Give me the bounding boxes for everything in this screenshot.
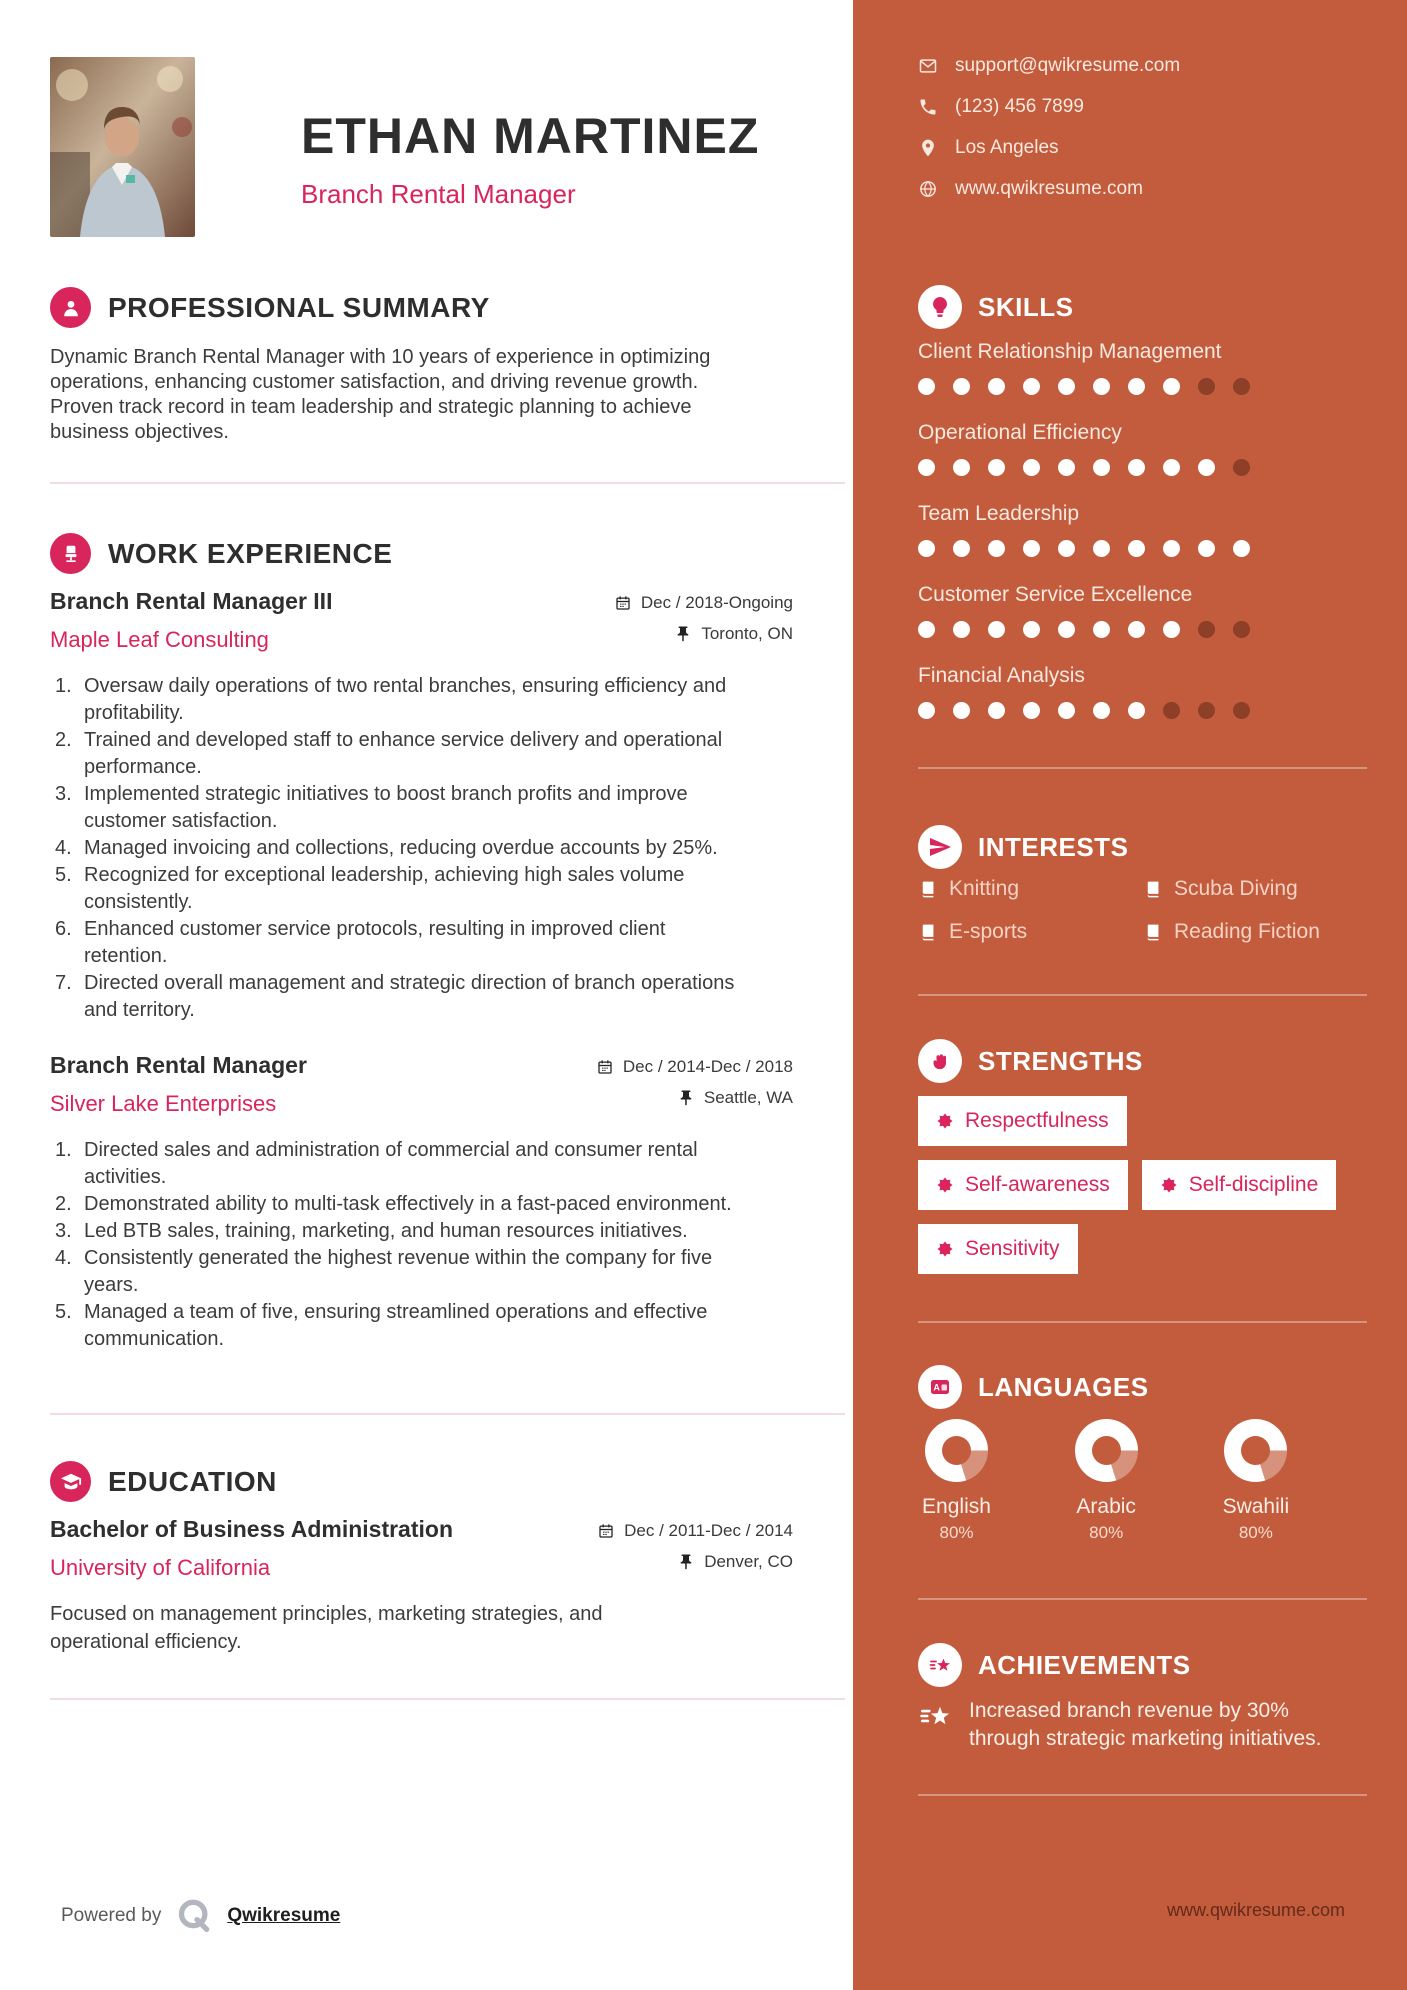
contact-phone[interactable] [918, 96, 1367, 118]
skill-rating-dots [918, 540, 1367, 557]
pushpin-icon [677, 1553, 695, 1571]
job-1-header [50, 588, 793, 655]
office-chair-icon [50, 533, 91, 574]
dot-filled [953, 459, 970, 476]
dot-empty [1233, 378, 1250, 395]
book-icon [1143, 923, 1162, 942]
language-item [918, 1419, 1068, 1543]
summary-section-header [50, 287, 793, 328]
skill-rating-dots [918, 702, 1367, 719]
dot-filled [1128, 459, 1145, 476]
divider [50, 1698, 845, 1700]
dot-filled [1163, 540, 1180, 557]
job-1-title-block [50, 588, 332, 653]
interest-item [1143, 877, 1367, 901]
interests-heading: INTERESTS [978, 831, 1129, 862]
interest-item [918, 877, 1143, 901]
dot-filled [953, 702, 970, 719]
strength-tag [918, 1160, 1128, 1210]
languages-section-header [918, 1365, 1367, 1409]
interest-label: Scuba Diving [1174, 877, 1298, 900]
education-entry-header [50, 1516, 793, 1583]
education-degree: Bachelor of Business Administration [50, 1516, 453, 1542]
achievement-item [918, 1697, 1367, 1753]
dot-filled [1093, 702, 1110, 719]
contact-location-text: Los Angeles [955, 137, 1059, 158]
calendar-icon [597, 1522, 615, 1540]
lightbulb-icon [918, 285, 962, 329]
job-1-dates-row [614, 593, 793, 613]
contact-phone-text: (123) 456 7899 [955, 96, 1084, 117]
qwikresume-logo-icon [174, 1896, 214, 1936]
envelope-icon [918, 56, 938, 76]
dot-filled [1128, 540, 1145, 557]
dot-filled [1163, 378, 1180, 395]
badge-icon [936, 1112, 954, 1130]
dot-filled [1023, 621, 1040, 638]
education-school: University of California [50, 1555, 271, 1580]
badge-icon [1160, 1176, 1178, 1194]
job-1-bullet: Enhanced customer service protocols, resulting in improved client retention. [84, 918, 666, 967]
section-languages [918, 1365, 1367, 1543]
interests-grid [918, 877, 1367, 944]
job-1-bullet: Implemented strategic initiatives to boost branch profits and improve customer satisfaction. [84, 783, 688, 832]
skills-section-header [918, 285, 1367, 329]
contact-website-text: www.qwikresume.com [955, 178, 1143, 199]
dot-filled [918, 621, 935, 638]
strength-label: Self-discipline [1188, 1173, 1319, 1196]
sidebar-website-footer: www.qwikresume.com [1166, 1900, 1345, 1920]
language-item [1217, 1419, 1367, 1543]
book-icon [1143, 880, 1162, 899]
education-section-header [50, 1461, 793, 1502]
interest-item [918, 920, 1143, 944]
section-strengths [918, 1039, 1367, 1274]
dot-filled [1058, 702, 1075, 719]
strengths-section-header [918, 1039, 1367, 1083]
education-description: Focused on management principles, marketing strategies, and operational efficiency. [50, 1603, 603, 1653]
fist-icon [918, 1039, 962, 1083]
job-entry-2 [50, 1052, 793, 1353]
location-pin-icon [918, 138, 938, 158]
dot-filled [1093, 378, 1110, 395]
dot-filled [1023, 459, 1040, 476]
translate-icon [918, 1365, 962, 1409]
divider [50, 1413, 845, 1415]
job-2-location-row [596, 1088, 793, 1108]
skill-name: Financial Analysis [918, 664, 1085, 687]
section-professional-summary [50, 287, 793, 445]
dot-filled [1198, 540, 1215, 557]
interest-label: E-sports [949, 920, 1028, 943]
dot-filled [988, 621, 1005, 638]
dot-empty [1163, 702, 1180, 719]
interest-label: Knitting [949, 877, 1020, 900]
strength-tag [918, 1224, 1078, 1274]
job-1-location: Toronto, ON [701, 624, 793, 643]
dot-filled [953, 621, 970, 638]
svg-text:A: A [933, 1382, 940, 1393]
profile-photo [50, 57, 195, 237]
dot-filled [988, 702, 1005, 719]
skill-rating-dots [918, 459, 1367, 476]
dot-filled [1128, 378, 1145, 395]
sidebar-divider [918, 1794, 1367, 1796]
work-heading: WORK EXPERIENCE [108, 537, 393, 569]
job-1-company: Maple Leaf Consulting [50, 627, 269, 652]
section-achievements [918, 1643, 1367, 1753]
dot-filled [918, 459, 935, 476]
job-2-bullets [50, 1137, 750, 1353]
education-location: Denver, CO [704, 1552, 793, 1571]
dot-filled [953, 540, 970, 557]
dot-filled [1128, 702, 1145, 719]
identity-header [50, 57, 793, 237]
skill-item [918, 583, 1367, 638]
strength-tag [918, 1096, 1127, 1146]
language-item [1068, 1419, 1218, 1543]
dot-empty [1198, 702, 1215, 719]
sidebar-divider [918, 767, 1367, 769]
interest-label: Reading Fiction [1174, 920, 1320, 943]
pushpin-icon [674, 625, 692, 643]
dot-filled [988, 378, 1005, 395]
job-2-dates-row [596, 1057, 793, 1077]
languages-list [918, 1419, 1367, 1543]
sidebar-divider [918, 994, 1367, 996]
dot-filled [1023, 540, 1040, 557]
job-2-bullet: Led BTB sales, training, marketing, and human resources initiatives. [84, 1220, 688, 1242]
book-icon [918, 880, 937, 899]
dot-empty [1233, 621, 1250, 638]
dot-filled [1233, 540, 1250, 557]
strength-tag [1142, 1160, 1337, 1210]
sidebar-divider [918, 1598, 1367, 1600]
dot-filled [1058, 540, 1075, 557]
person-name: ETHAN MARTINEZ [301, 108, 760, 164]
dot-filled [1093, 540, 1110, 557]
skill-item [918, 340, 1367, 395]
skills-list [918, 340, 1367, 719]
graduation-cap-icon [50, 1461, 91, 1502]
dot-filled [918, 540, 935, 557]
dot-empty [1233, 702, 1250, 719]
calendar-icon [614, 594, 632, 612]
dot-filled [1163, 459, 1180, 476]
education-location-row [597, 1552, 793, 1572]
summary-text: Dynamic Branch Rental Manager with 10 years of experience in optimizing operations, enhancing customer satisfaction, and driving revenue growth. Proven track record in team leadership and strategic planning to achieve business objectives. [50, 346, 711, 443]
calendar-icon [596, 1058, 614, 1076]
dot-filled [953, 378, 970, 395]
job-1-title: Branch Rental Manager III [50, 588, 333, 614]
contact-website[interactable] [918, 178, 1367, 200]
job-2-title-block [50, 1052, 307, 1117]
job-2-bullet: Consistently generated the highest revenue within the company for five years. [84, 1247, 713, 1296]
dot-empty [1233, 459, 1250, 476]
skill-rating-dots [918, 378, 1367, 395]
education-entry [50, 1516, 793, 1656]
job-1-bullet: Oversaw daily operations of two rental branches, ensuring efficiency and profitability. [84, 675, 727, 724]
strength-label: Respectfulness [965, 1109, 1109, 1132]
contact-email-text: support@qwikresume.com [955, 55, 1181, 76]
qwikresume-brand-link[interactable]: Qwikresume [227, 1905, 341, 1926]
achievements-section-header [918, 1643, 1367, 1687]
paper-plane-icon [918, 825, 962, 869]
sidebar [853, 0, 1407, 1990]
summary-heading: PROFESSIONAL SUMMARY [108, 291, 490, 323]
skill-item [918, 421, 1367, 476]
dot-filled [988, 540, 1005, 557]
skills-heading: SKILLS [978, 291, 1074, 322]
job-2-bullet: Directed sales and administration of commercial and consumer rental activities. [84, 1139, 698, 1188]
dot-filled [918, 378, 935, 395]
strengths-row [918, 1096, 1367, 1146]
globe-icon [918, 179, 938, 199]
dot-filled [988, 459, 1005, 476]
dot-empty [1198, 378, 1215, 395]
language-name: Swahili [1222, 1495, 1290, 1518]
job-entry-1 [50, 588, 793, 1024]
strength-label: Sensitivity [965, 1237, 1060, 1260]
language-donut-chart [925, 1419, 988, 1482]
education-heading: EDUCATION [108, 1465, 277, 1497]
language-percent: 80% [1238, 1523, 1273, 1542]
strengths-heading: STRENGTHS [978, 1045, 1143, 1076]
job-1-location-row [614, 624, 793, 644]
contact-location [918, 137, 1367, 159]
job-2-dates: Dec / 2014-Dec / 2018 [622, 1057, 793, 1076]
skill-rating-dots [918, 621, 1367, 638]
section-education [50, 1461, 793, 1656]
job-1-bullet: Trained and developed staff to enhance service delivery and operational performance. [84, 729, 723, 778]
dot-filled [1198, 459, 1215, 476]
dot-filled [1128, 621, 1145, 638]
education-title-block [50, 1516, 453, 1581]
skill-name: Customer Service Excellence [918, 583, 1193, 606]
language-name: English [922, 1495, 991, 1518]
job-2-header [50, 1052, 793, 1119]
interests-section-header [918, 825, 1367, 869]
dot-filled [1093, 459, 1110, 476]
section-interests [918, 825, 1367, 944]
job-1-dates: Dec / 2018-Ongoing [640, 593, 793, 612]
dot-filled [1093, 621, 1110, 638]
job-1-bullet: Directed overall management and strategic direction of branch operations and territory. [84, 972, 735, 1021]
skill-item [918, 502, 1367, 557]
section-skills [918, 285, 1367, 719]
strengths-row [918, 1160, 1367, 1210]
strengths-row [918, 1224, 1367, 1274]
section-work-experience [50, 533, 793, 1353]
education-dates: Dec / 2011-Dec / 2014 [624, 1521, 793, 1540]
person-icon [50, 287, 91, 328]
skill-name: Operational Efficiency [918, 421, 1122, 444]
achievement-text: Increased branch revenue by 30% through strategic marketing initiatives. [969, 1699, 1322, 1750]
job-2-bullet: Managed a team of five, ensuring streamlined operations and effective communication. [84, 1301, 708, 1350]
badge-icon [936, 1176, 954, 1194]
dot-empty [1198, 621, 1215, 638]
job-2-bullet: Demonstrated ability to multi-task effectively in a fast-paced environment. [84, 1193, 732, 1215]
language-percent: 80% [939, 1523, 974, 1542]
phone-icon [918, 97, 938, 117]
achievements-heading: ACHIEVEMENTS [978, 1649, 1191, 1680]
divider [50, 482, 845, 484]
profile-photo-image [50, 57, 195, 237]
language-percent: 80% [1089, 1523, 1124, 1542]
dot-filled [918, 702, 935, 719]
powered-by-label: Powered by [61, 1905, 162, 1926]
dot-filled [1058, 378, 1075, 395]
skill-item [918, 664, 1367, 719]
job-1-bullet: Managed invoicing and collections, reducing overdue accounts by 25%. [84, 837, 718, 859]
identity-text [301, 57, 759, 237]
work-section-header [50, 533, 793, 574]
contact-email[interactable] [918, 55, 1367, 77]
dot-filled [1163, 621, 1180, 638]
dot-filled [1023, 702, 1040, 719]
powered-by-footer [61, 1896, 340, 1936]
skill-name: Client Relationship Management [918, 340, 1222, 363]
education-dates-row [597, 1521, 793, 1541]
sidebar-divider [918, 1321, 1367, 1323]
skill-name: Team Leadership [918, 502, 1080, 525]
interest-item [1143, 920, 1367, 944]
job-1-bullet: Recognized for exceptional leadership, achieving high sales volume consistently. [84, 864, 685, 913]
dot-filled [1058, 621, 1075, 638]
contact-block [918, 55, 1367, 200]
education-meta [597, 1516, 793, 1583]
job-1-bullets [50, 673, 750, 1024]
job-2-location: Seattle, WA [703, 1088, 793, 1107]
languages-heading: LANGUAGES [978, 1371, 1149, 1402]
book-icon [918, 923, 937, 942]
job-2-meta [596, 1052, 793, 1119]
job-2-company: Silver Lake Enterprises [50, 1091, 277, 1116]
language-donut-chart [1224, 1419, 1287, 1482]
shooting-star-icon [918, 1643, 962, 1687]
language-donut-chart [1075, 1419, 1138, 1482]
language-name: Arabic [1076, 1495, 1136, 1518]
dot-filled [1023, 378, 1040, 395]
star-icon [918, 1699, 952, 1733]
strength-label: Self-awareness [965, 1173, 1110, 1196]
job-1-meta [614, 588, 793, 655]
badge-icon [936, 1240, 954, 1258]
dot-filled [1058, 459, 1075, 476]
pushpin-icon [677, 1089, 695, 1107]
job-2-title: Branch Rental Manager [50, 1052, 307, 1078]
person-job-title: Branch Rental Manager [301, 179, 576, 209]
